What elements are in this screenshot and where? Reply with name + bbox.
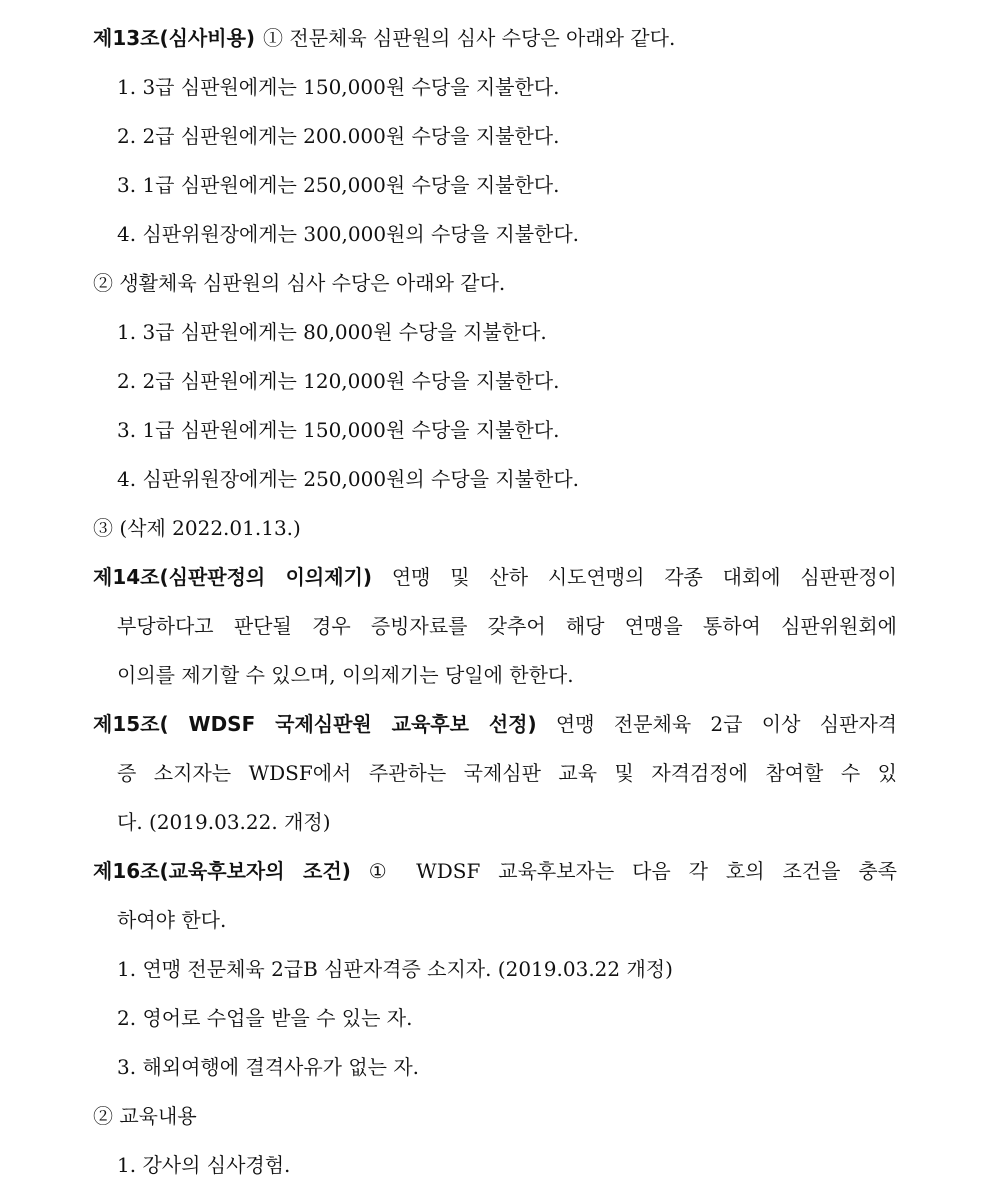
article-13-p1-item-4: 4. 심판위원장에게는 300,000원의 수당을 지불한다. [117,222,580,246]
article-14-heading: 제14조(심판판정의 이의제기) [93,565,373,589]
article-16-text-1: ① WDSF 교육후보자는 다음 각 호의 조건을 충족 [368,859,897,883]
article-15-title-line [0,700,897,749]
article-16-p1-item-3: 3. 해외여행에 결격사유가 없는 자. [117,1055,420,1079]
article-13-heading: 제13조(심사비용) [93,26,256,50]
article-13-paragraph-1: ① 전문체육 심판원의 심사 수당은 아래와 같다. [263,26,676,50]
article-15-text-1: 연맹 전문체육 2급 이상 심판자격 [555,712,897,736]
article-15-heading: 제15조( WDSF 국제심판원 교육후보 선정) [93,712,537,736]
article-13-p2-item-4: 4. 심판위원장에게는 250,000원의 수당을 지불한다. [117,467,580,491]
article-16-heading: 제16조(교육후보자의 조건) [93,859,351,883]
regulation-document [0,14,992,1190]
article-16-p1-item-1: 1. 연맹 전문체육 2급B 심판자격증 소지자. (2019.03.22 개정) [117,957,673,981]
article-13-p1-item-3: 3. 1급 심판원에게는 250,000원 수당을 지불한다. [117,173,560,197]
article-16-paragraph-2: ② 교육내용 [93,1104,197,1128]
article-14-text-1: 연맹 및 산하 시도연맹의 각종 대회에 심판판정이 [391,565,897,589]
article-14-title-line [0,553,897,602]
article-13-p1-item-1: 1. 3급 심판원에게는 150,000원 수당을 지불한다. [117,75,560,99]
article-16-title-line [0,847,897,896]
article-15-text-3: 다. (2019.03.22. 개정) [117,810,331,834]
article-13-paragraph-3: ③ (삭제 2022.01.13.) [93,516,301,540]
article-13-p2-item-3: 3. 1급 심판원에게는 150,000원 수당을 지불한다. [117,418,560,442]
article-16-p1-item-2: 2. 영어로 수업을 받을 수 있는 자. [117,1006,413,1030]
article-14-text-2: 부당하다고 판단될 경우 증빙자료를 갖추어 해당 연맹을 통하여 심판위원회에 [117,614,897,638]
article-13-title-line [0,14,992,63]
article-16-p2-item-1: 1. 강사의 심사경험. [117,1153,291,1177]
article-16-text-2: 하여야 한다. [117,908,227,932]
article-13-p2-item-2: 2. 2급 심판원에게는 120,000원 수당을 지불한다. [117,369,560,393]
article-15-text-2: 증 소지자는 WDSF에서 주관하는 국제심판 교육 및 자격검정에 참여할 수 있 [117,761,897,785]
article-13-paragraph-2: ② 생활체육 심판원의 심사 수당은 아래와 같다. [93,271,506,295]
article-13-p2-item-1: 1. 3급 심판원에게는 80,000원 수당을 지불한다. [117,320,547,344]
article-14-text-3: 이의를 제기할 수 있으며, 이의제기는 당일에 한한다. [117,663,574,687]
article-13-p1-item-2: 2. 2급 심판원에게는 200.000원 수당을 지불한다. [117,124,560,148]
